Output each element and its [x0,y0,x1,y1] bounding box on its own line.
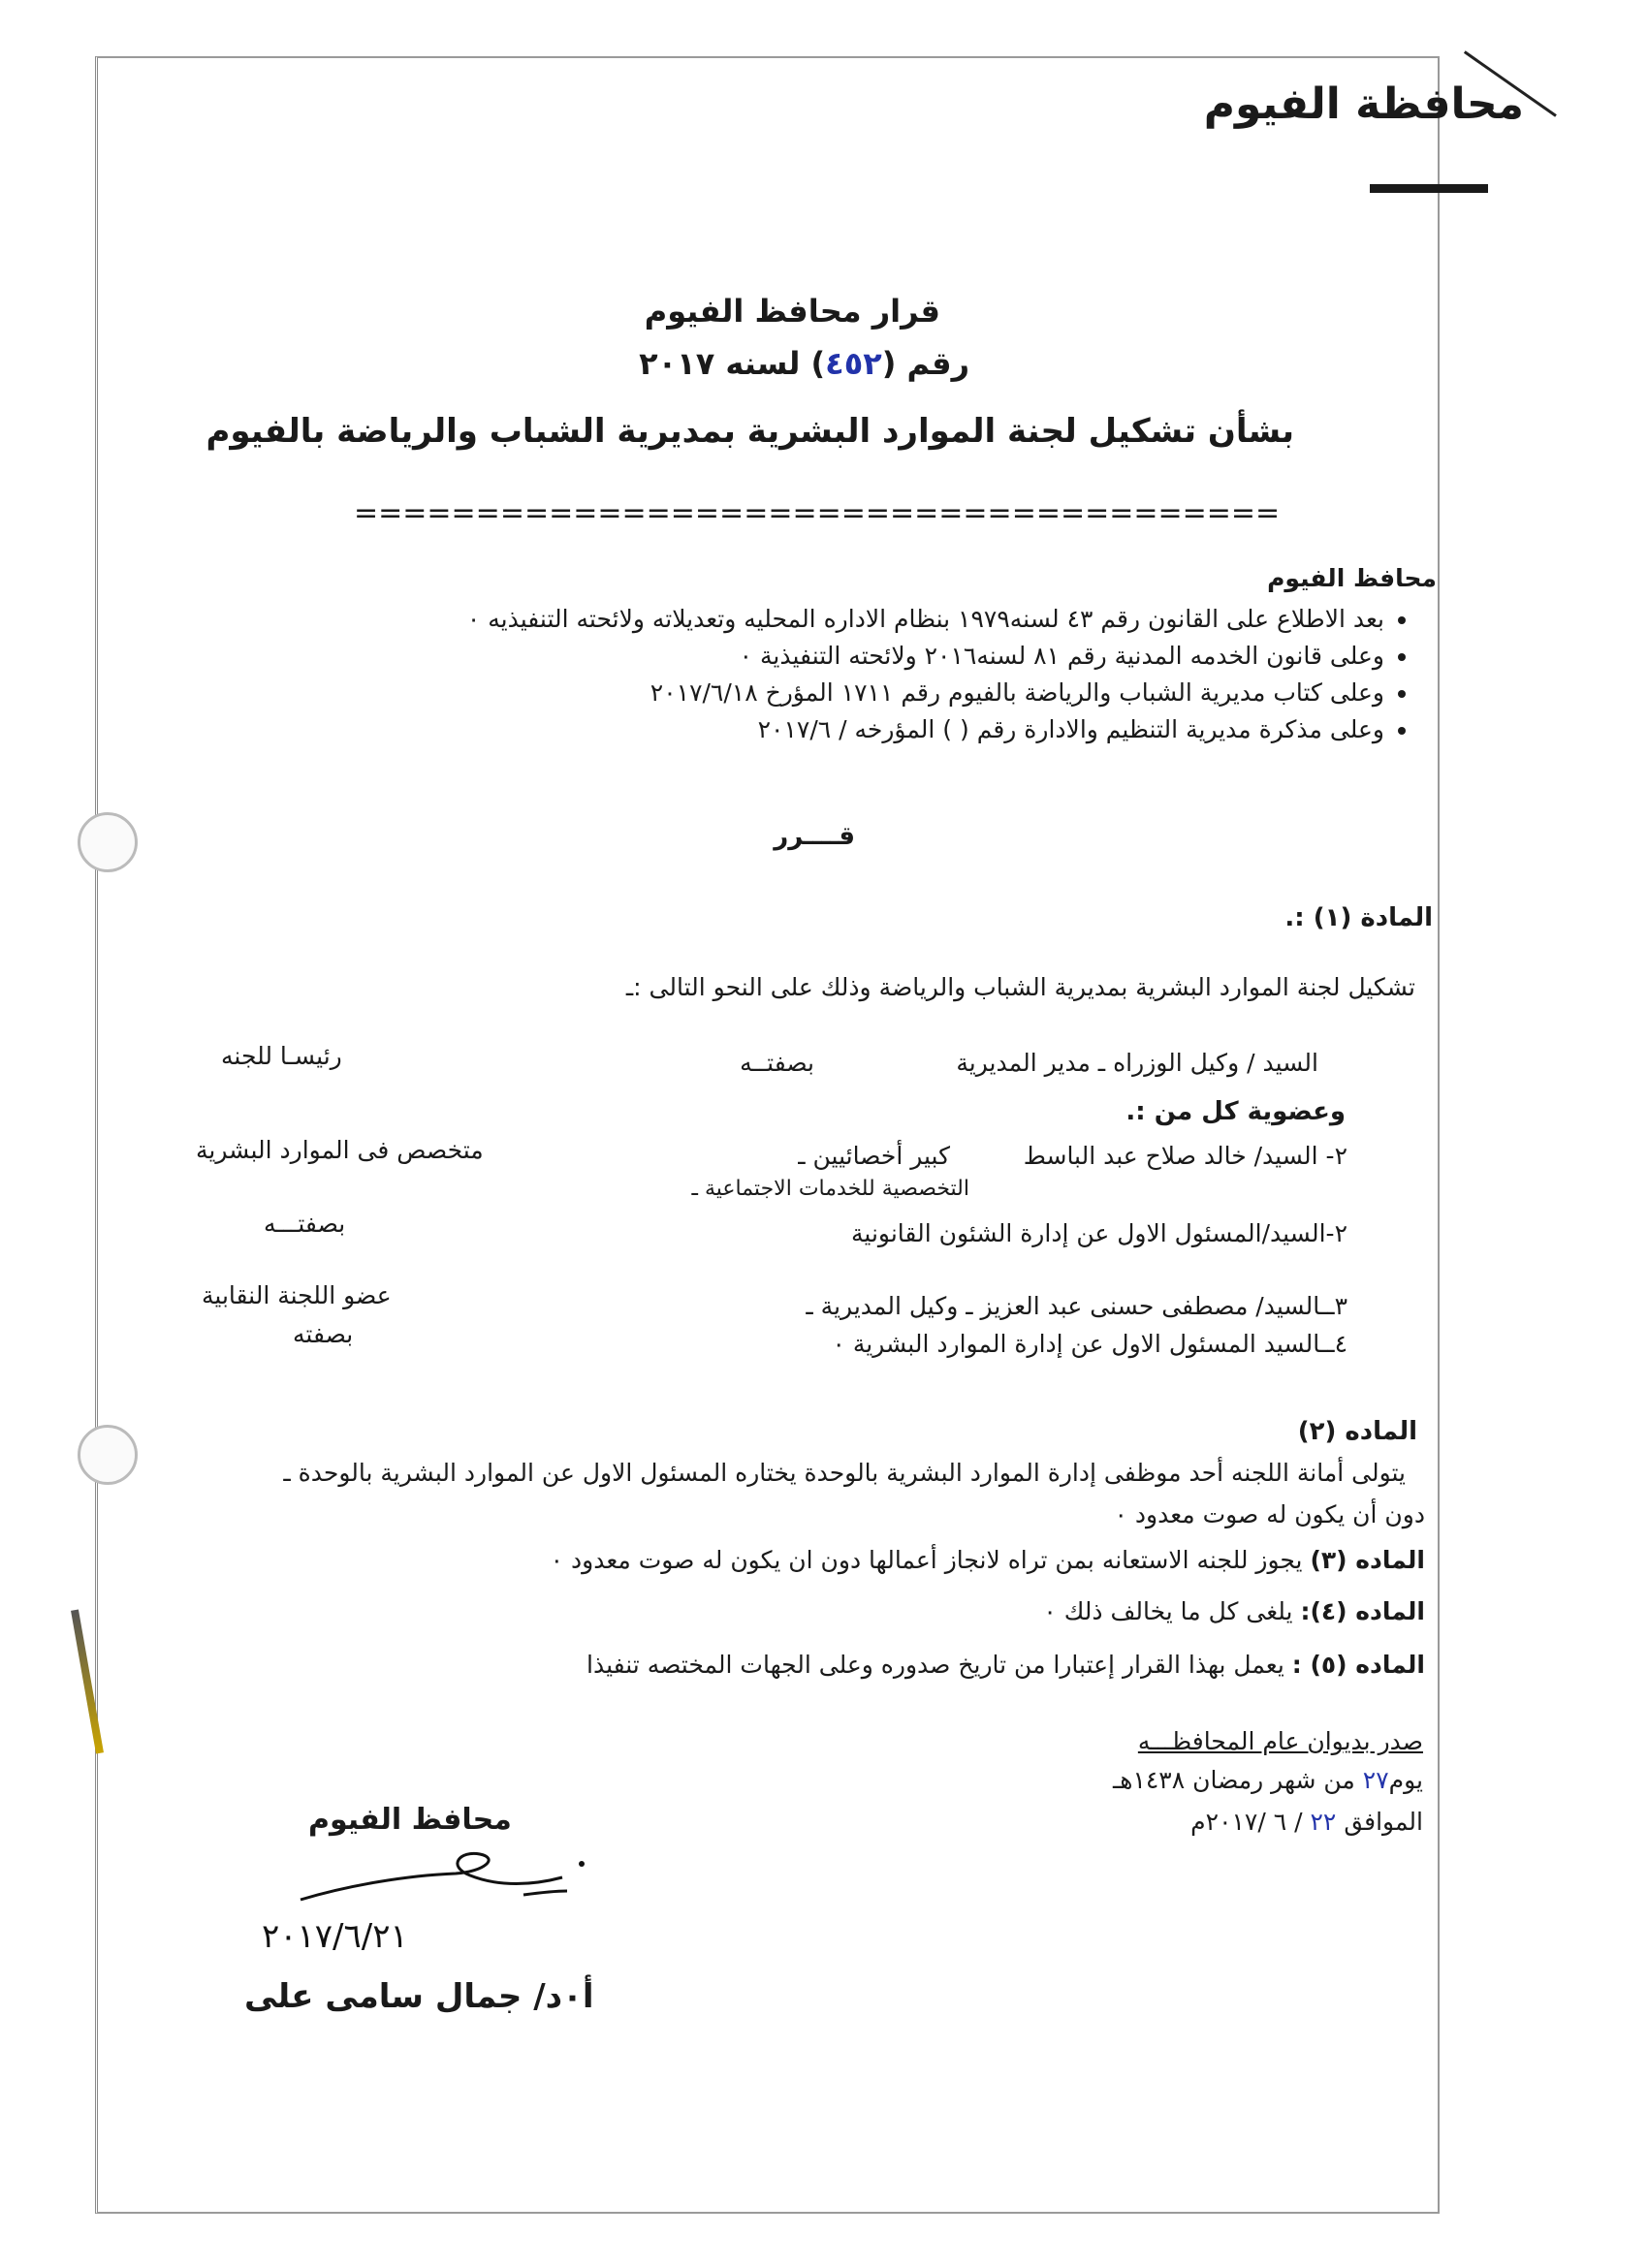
member4-name: ٤ــالسيد المسئول الاول عن إدارة الموارد البشرية ٠ [832,1330,1347,1358]
preamble-item: • وعلى قانون الخدمه المدنية رقم ٨١ لسنه٢٠١٦ ولائحته التنفيذية ٠ [467,638,1384,675]
signature-scribble [291,1846,601,1914]
header-rule [1370,184,1488,193]
punch-hole [78,812,138,872]
article2-text1: يتولى أمانة اللجنه أحد موظفى إدارة الموارد البشرية بالوحدة يختاره المسئول الاول عن الموارد البشرية بالوحدة ـ [283,1459,1406,1487]
signature-date: ٢٠١٧/٦/٢١ [262,1917,408,1956]
article3 [551,1546,1425,1574]
article1-intro: تشكيل لجنة الموارد البشرية بمديرية الشباب والرياضة وذلك على النحو التالى :ـ [625,973,1415,1001]
member3-name: ٣ــالسيد/ مصطفى حسنى عبد العزيز ـ وكيل المديرية ـ [806,1292,1347,1320]
article2-title: الماده (٢) [1297,1417,1417,1446]
decision-heading: قــــرر [774,822,855,851]
member4-role: بصفته [293,1320,354,1348]
preamble-heading: محافظ الفيوم [1267,564,1437,592]
preamble-item: • بعد الاطلاع على القانون رقم ٤٣ لسنه١٩٧٩ بنظام الاداره المحليه وتعديلاته ولائحته التنفيذيه ٠ [467,601,1384,638]
issued-line2: يوم٢٧ من شهر رمضان ١٤٣٨هـ [1112,1766,1423,1794]
signature-title: محافظ الفيوم [308,1803,512,1837]
member2-name: ٢-السيد/المسئول الاول عن إدارة الشئون القانونية [851,1219,1347,1247]
member1-subtitle: التخصصية للخدمات الاجتماعية ـ [691,1177,969,1201]
chair-role: رئيسـا للجنه [221,1042,342,1070]
article5 [586,1651,1425,1679]
signatory-name: أ٠د/ جمال سامى على [244,1977,594,2016]
member1-role: متخصص فى الموارد البشرية [196,1136,484,1164]
decree-subject: بشأن تشكيل لجنة الموارد البشرية بمديرية الشباب والرياضة بالفيوم [206,412,1294,451]
article5-title: الماده (٥) : [1291,1651,1425,1679]
handwritten-date-day: ٢٢ [1310,1808,1337,1836]
handwritten-day: ٢٧ [1362,1766,1389,1794]
preamble-item: • وعلى مذكرة مديرية التنظيم والادارة رقم ( ) المؤرخه / ٢٠١٧/٦ [467,711,1384,748]
decree-title: قرار محافظ الفيوم [644,293,940,330]
article2-text2: دون أن يكون له صوت معدود ٠ [1114,1500,1425,1528]
issued-line1: صدر بديوان عام المحافظـــه [1137,1727,1423,1755]
membership-heading: وعضوية كل من :. [1125,1097,1346,1126]
decree-number: رقم (٤٥٢) لسنه ٢٠١٧ [639,345,969,382]
member1-title: كبير أخصائيين ـ [798,1142,950,1170]
punch-hole [78,1425,138,1485]
chair-capacity: بصفتــه [740,1049,814,1077]
article5-text: يعمل بهذا القرار إعتبارا من تاريخ صدوره وعلى الجهات المختصه تنفيذا [586,1651,1284,1679]
article1-title: المادة (١) :. [1284,903,1433,932]
member1-name: ٢- السيد/ خالد صلاح عبد الباسط [1023,1142,1347,1170]
preamble-item: • وعلى كتاب مديرية الشباب والرياضة بالفيوم رقم ١٧١١ المؤرخ ٢٠١٧/٦/١٨ [467,675,1384,711]
member2-role: بصفتـــه [264,1210,346,1238]
governorate-header: محافظة الفيوم [1203,79,1524,129]
handwritten-number: ٤٥٢ [825,345,882,382]
separator-line: ====================================== [354,496,1281,530]
article3-text: يجوز للجنه الاستعانه بمن تراه لانجاز أعمالها دون ان يكون له صوت معدود ٠ [550,1546,1303,1574]
chair-name: السيد / وكيل الوزراه ـ مدير المديرية [956,1049,1318,1077]
article4 [1043,1597,1425,1625]
article4-title: الماده (٤): [1300,1597,1425,1625]
preamble-list [467,601,1425,748]
article4-text: يلغى كل ما يخالف ذلك ٠ [1043,1597,1293,1625]
member3-role: عضو اللجنة النقابية [202,1281,392,1309]
article3-title: الماده (٣) [1310,1546,1425,1574]
issued-line3: الموافق ٢٢ / ٦ /٢٠١٧م [1190,1808,1423,1836]
